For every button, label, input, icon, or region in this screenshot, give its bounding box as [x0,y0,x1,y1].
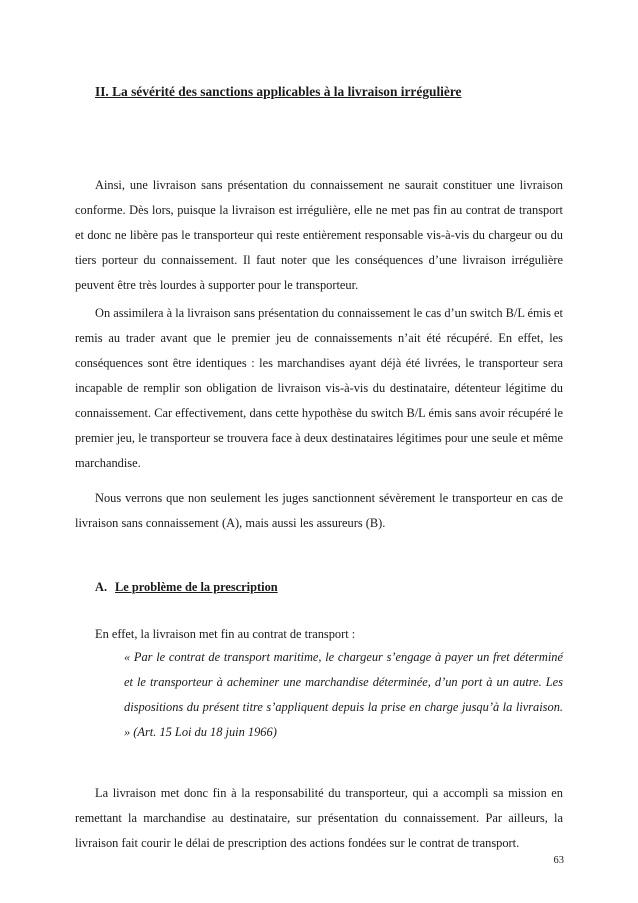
subsection-title: Le problème de la prescription [115,580,278,594]
paragraph-prescription: La livraison met donc fin à la responsabilité du transporteur, qui a accompli sa mission en remettant la marchandise au destinataire, sur présentation du connaissement. Par ailleurs, la livraison fait courir le délai de prescription des actions fondées sur le contrat de transport. [75,786,563,850]
section-heading: II. La sévérité des sanctions applicables à la livraison irrégulière [95,84,462,99]
subsection-heading [95,579,278,595]
subsection-number: A. [95,580,108,594]
legal-quote: « Par le contrat de transport maritime, le chargeur s’engage à payer un fret déterminé et le transporteur à acheminer une marchandise déterminée, d’un port à un autre. Les dispositions du présent titre s’appliquent depuis la prise en charge jusqu’à la livraison. » (Art. 15 Loi du 18 juin 1966) [124,650,563,739]
paragraph-sanctions-overview: Nous verrons que non seulement les juges sanctionnent sévèrement le transporteur en cas de livraison sans connaissement (A), mais aussi les assureurs (B). [75,491,563,530]
paragraph-livraison-irreguliere: Ainsi, une livraison sans présentation du connaissement ne saurait constituer une livraison conforme. Dès lors, puisque la livraison est irrégulière, elle ne met pas fin au contrat de transport et donc ne libère pas le transporteur qui reste entièrement responsable vis-à-vis du chargeur ou du tiers porteur du connaissement. Il faut noter que les conséquences d’une livraison irrégulière peuvent être très lourdes à supporter pour le transporteur. [75,178,563,292]
page-number: 63 [553,855,564,866]
subsection-intro: En effet, la livraison met fin au contrat de transport : [95,627,356,641]
paragraph-switch-bl: On assimilera à la livraison sans présentation du connaissement le cas d’un switch B/L émis et remis au trader avant que le premier jeu de connaissements n’ait été récupéré. En effet, les conséquences sont être identiques : les marchandises ayant déjà été livrées, le transporteur sera incapable de remplir son obligation de livraison vis-à-vis du destinataire, détenteur légitime du connaissement. Car effectivement, dans cette hypothèse du switch B/L émis sans avoir récupéré le premier jeu, le transporteur se trouvera face à deux destinataires légitimes pour une seule et même marchandise. [75,306,563,470]
